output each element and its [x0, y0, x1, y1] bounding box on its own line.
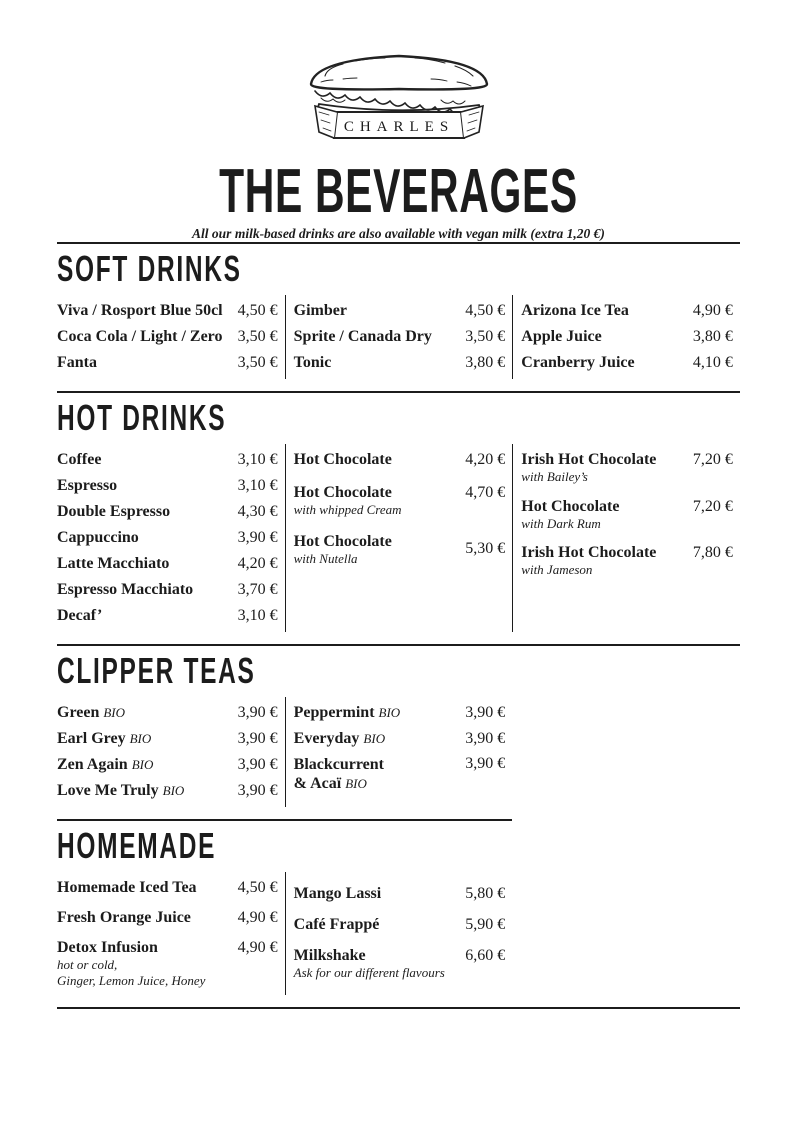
sandwich-logo-icon — [291, 46, 507, 150]
item-name: Homemade Iced Tea — [57, 879, 197, 896]
page-title: THE BEVERAGES — [219, 157, 578, 226]
item-price: 4,90 € — [692, 302, 733, 319]
item-name: Hot Chocolate with whipped Cream — [293, 484, 402, 517]
item-price: 3,70 € — [237, 581, 278, 598]
bio-tag: BIO — [103, 705, 126, 720]
menu-column — [57, 295, 285, 379]
item-price: 3,50 € — [465, 328, 506, 345]
item-price: 4,50 € — [237, 302, 278, 319]
item-price: 4,70 € — [465, 484, 506, 501]
menu-item — [521, 301, 733, 320]
menu-column — [57, 872, 285, 995]
item-name: Tonic — [293, 354, 332, 371]
menu-item — [57, 476, 278, 495]
item-name: Irish Hot Chocolate with Bailey’s — [521, 451, 657, 484]
horizontal-rule — [57, 242, 740, 244]
item-name: Espresso Macchiato — [57, 581, 194, 598]
menu-item — [294, 353, 506, 372]
section-title: HOT DRINKS — [57, 397, 227, 438]
menu-item — [57, 781, 278, 800]
item-name: Gimber — [293, 302, 347, 319]
menu-item — [521, 497, 733, 532]
menu-item — [57, 878, 278, 897]
item-name: Milkshake Ask for our different flavours — [293, 947, 445, 980]
menu-column — [285, 295, 513, 379]
section-title: SOFT DRINKS — [57, 248, 242, 289]
menu-column-empty — [512, 697, 740, 807]
menu-column — [285, 872, 513, 995]
item-price: 3,90 € — [237, 529, 278, 546]
menu-item — [57, 301, 278, 320]
menu-item — [57, 703, 278, 722]
brand-logo — [57, 46, 740, 150]
item-name: Mango Lassi — [293, 885, 382, 902]
item-name: Coffee — [57, 451, 102, 468]
item-name: Love Me Truly BIO — [57, 782, 185, 799]
item-note: with Jameson — [521, 562, 593, 577]
item-name: Peppermint BIO — [293, 704, 401, 721]
section-hot-drinks — [57, 398, 740, 644]
item-price: 3,90 € — [465, 704, 506, 721]
item-price: 3,10 € — [237, 477, 278, 494]
menu-item — [521, 543, 733, 578]
section-homemade — [57, 826, 740, 1007]
bio-tag: BIO — [129, 731, 152, 746]
item-price: 3,10 € — [237, 451, 278, 468]
menu-item — [521, 450, 733, 485]
item-price: 5,30 € — [465, 539, 506, 557]
item-name: Café Frappé — [293, 916, 380, 933]
item-price: 4,20 € — [237, 555, 278, 572]
brand-name: CHARLES — [343, 119, 454, 135]
item-name: Arizona Ice Tea — [521, 302, 629, 319]
item-price: 3,50 € — [237, 328, 278, 345]
menu-item — [294, 327, 506, 346]
item-name: Green BIO — [57, 704, 126, 721]
item-price: 3,90 € — [237, 782, 278, 799]
item-name: Espresso — [57, 477, 118, 494]
item-price: 4,50 € — [237, 879, 278, 896]
item-note: with Nutella — [293, 550, 358, 566]
item-name: Zen Again BIO — [57, 756, 154, 773]
item-name: Fresh Orange Juice — [57, 909, 191, 926]
item-price: 3,90 € — [237, 704, 278, 721]
item-price: 6,60 € — [465, 947, 506, 964]
section-clipper-teas — [57, 651, 740, 819]
item-price: 3,80 € — [465, 354, 506, 371]
item-name: Coca Cola / Light / Zero — [57, 328, 223, 345]
item-note: Ginger, Lemon Juice, Honey — [57, 972, 206, 988]
menu-item — [57, 580, 278, 599]
menu-item — [294, 884, 506, 903]
section-title: CLIPPER TEAS — [57, 650, 256, 691]
item-price: 5,90 € — [465, 916, 506, 933]
item-price: 4,90 € — [237, 939, 278, 956]
bio-tag: BIO — [363, 731, 386, 746]
item-name: Decaf’ — [57, 607, 103, 624]
item-name: Irish Hot Chocolate with Jameson — [521, 544, 657, 577]
menu-column — [512, 295, 740, 379]
menu-column-empty — [512, 872, 740, 995]
menu-item — [57, 528, 278, 547]
menu-column — [285, 697, 513, 807]
menu-item — [294, 755, 506, 793]
menu-item — [57, 327, 278, 346]
item-name: Detox Infusion hot or cold, Ginger, Lemon Juice, Honey — [57, 939, 206, 988]
item-name: Cappuccino — [57, 529, 139, 546]
item-price: 7,80 € — [692, 544, 733, 561]
item-note: hot or cold, — [57, 957, 118, 972]
menu-item — [294, 703, 506, 722]
item-name: Fanta — [57, 354, 97, 371]
menu-item — [294, 483, 506, 518]
horizontal-rule — [57, 391, 740, 393]
item-price: 3,90 € — [237, 756, 278, 773]
bio-tag: BIO — [131, 757, 154, 772]
menu-item — [57, 729, 278, 748]
bio-tag: BIO — [162, 783, 185, 798]
menu-item — [294, 301, 506, 320]
horizontal-rule — [57, 644, 740, 646]
menu-column — [285, 444, 513, 632]
item-name: Sprite / Canada Dry — [293, 328, 432, 345]
item-price: 4,20 € — [465, 451, 506, 468]
menu-item — [57, 606, 278, 625]
bio-tag: BIO — [345, 776, 367, 791]
menu-item — [57, 502, 278, 521]
item-name: Viva / Rosport Blue 50cl — [57, 302, 223, 319]
bio-tag: BIO — [378, 705, 401, 720]
section-title: HOMEMADE — [57, 825, 217, 866]
menu-item — [521, 327, 733, 346]
item-note: with Bailey’s — [521, 469, 588, 484]
item-name: Hot Chocolate with Nutella — [293, 532, 392, 566]
item-name: Everyday BIO — [293, 730, 386, 747]
item-name: Cranberry Juice — [521, 354, 635, 371]
menu-item — [57, 938, 278, 988]
menu-item — [294, 946, 506, 981]
item-price: 3,90 € — [465, 730, 506, 747]
menu-item — [57, 908, 278, 927]
item-price: 7,20 € — [692, 497, 733, 515]
item-price: 3,90 € — [237, 730, 278, 747]
page-subtitle: All our milk-based drinks are also available with vegan milk (extra 1,20 €) — [192, 226, 605, 241]
item-name: Hot Chocolate — [293, 451, 392, 468]
menu-item — [294, 915, 506, 934]
item-note: with whipped Cream — [293, 502, 402, 517]
menu-item — [521, 353, 733, 372]
menu-column — [512, 444, 740, 632]
menu-item — [294, 729, 506, 748]
item-price: 3,50 € — [237, 354, 278, 371]
item-price: 3,80 € — [692, 328, 733, 345]
horizontal-rule — [57, 819, 512, 821]
menu-item — [294, 450, 506, 469]
menu-item — [57, 755, 278, 774]
menu-item — [57, 450, 278, 469]
item-price: 4,50 € — [465, 302, 506, 319]
item-name: Blackcurrent & Acaï BIO — [293, 756, 384, 792]
item-price: 5,80 € — [465, 885, 506, 902]
item-name: Double Espresso — [57, 503, 171, 520]
item-price: 7,20 € — [692, 451, 733, 468]
item-name: Earl Grey BIO — [57, 730, 152, 747]
item-name: Apple Juice — [521, 328, 602, 345]
menu-column — [57, 444, 285, 632]
menu-item — [57, 554, 278, 573]
horizontal-rule — [57, 1007, 740, 1009]
item-price: 3,90 € — [465, 755, 506, 772]
item-name: Latte Macchiato — [57, 555, 170, 572]
menu-column — [57, 697, 285, 807]
item-price: 4,10 € — [692, 354, 733, 371]
item-price: 3,10 € — [237, 607, 278, 624]
item-price: 4,90 € — [237, 909, 278, 926]
item-name: Hot Chocolate with Dark Rum — [521, 497, 620, 531]
item-price: 4,30 € — [237, 503, 278, 520]
item-note: with Dark Rum — [521, 515, 601, 531]
menu-item — [294, 532, 506, 567]
menu-item — [57, 353, 278, 372]
item-note: Ask for our different flavours — [293, 965, 445, 980]
section-soft-drinks — [57, 249, 740, 391]
